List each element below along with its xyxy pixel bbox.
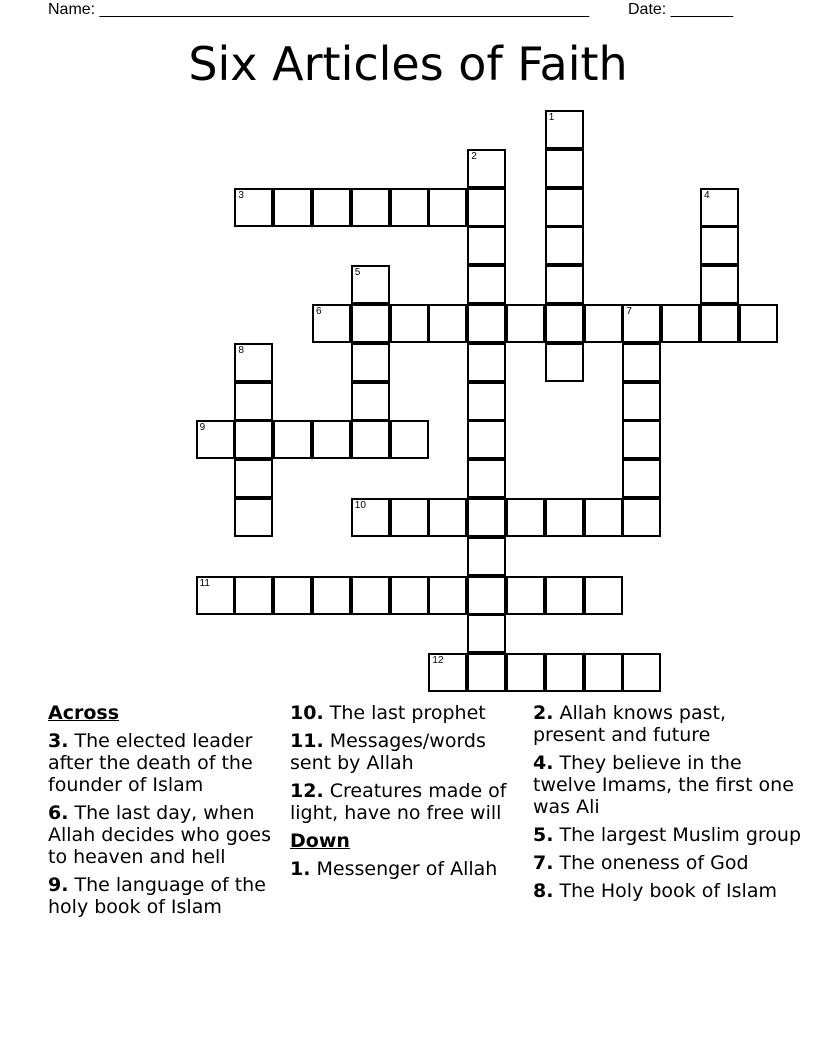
grid-cell[interactable]: [273, 188, 312, 227]
clue-number: 11: [199, 577, 210, 589]
clue-number: 7: [626, 306, 632, 317]
clue-number: 10: [354, 500, 366, 511]
clues-column-1: [48, 702, 284, 924]
grid-cell[interactable]: [545, 304, 584, 343]
grid-cell[interactable]: [428, 576, 467, 615]
clue-across-10: 10. The last prophet: [290, 702, 486, 724]
grid-cell[interactable]: [622, 653, 661, 692]
grid-cell[interactable]: [196, 576, 235, 615]
clues-column-2: [290, 702, 526, 886]
grid-cell[interactable]: [622, 498, 661, 537]
grid-cell[interactable]: [390, 304, 429, 343]
grid-cell[interactable]: [584, 498, 623, 537]
grid-cell[interactable]: [234, 459, 273, 498]
grid-cell[interactable]: [545, 265, 584, 304]
grid-cell[interactable]: [312, 420, 351, 459]
grid-cell[interactable]: [622, 459, 661, 498]
clue-down-5: 5. The largest Muslim group: [533, 824, 802, 846]
grid-cell[interactable]: [234, 498, 273, 537]
grid-cell[interactable]: [506, 653, 545, 692]
grid-cell[interactable]: [545, 149, 584, 188]
grid-cell[interactable]: [700, 188, 739, 227]
grid-cell[interactable]: [467, 265, 506, 304]
grid-cell[interactable]: [467, 459, 506, 498]
grid-cell[interactable]: [234, 420, 273, 459]
grid-cell[interactable]: [622, 304, 661, 343]
grid-cell[interactable]: [467, 537, 506, 576]
grid-cell[interactable]: [545, 576, 584, 615]
across-heading: Across: [48, 702, 120, 724]
grid-cell[interactable]: [312, 188, 351, 227]
clue-number: 5: [354, 267, 361, 279]
clue-down-7: 7. The oneness of God: [533, 852, 749, 874]
grid-cell[interactable]: [467, 343, 506, 382]
grid-cell[interactable]: [273, 576, 312, 615]
clue-down-2: 2. Allah knows past, present and future: [533, 702, 727, 746]
grid-cell[interactable]: [467, 614, 506, 653]
grid-cell[interactable]: [467, 188, 506, 227]
grid-cell[interactable]: [428, 653, 467, 692]
grid-cell[interactable]: [196, 420, 235, 459]
grid-cell[interactable]: [351, 576, 390, 615]
clue-number: 9: [199, 422, 206, 434]
grid-cell[interactable]: [312, 576, 351, 615]
grid-cell[interactable]: [351, 382, 390, 421]
grid-cell[interactable]: [661, 304, 700, 343]
grid-cell[interactable]: [390, 420, 429, 459]
grid-cell[interactable]: [428, 304, 467, 343]
clues-column-3: [533, 702, 803, 908]
grid-cell[interactable]: [234, 188, 273, 227]
grid-cell[interactable]: [467, 382, 506, 421]
grid-cell[interactable]: [584, 653, 623, 692]
grid-cell[interactable]: [506, 576, 545, 615]
grid-cell[interactable]: [234, 576, 273, 615]
grid-cell[interactable]: [467, 226, 506, 265]
grid-cell[interactable]: [545, 343, 584, 382]
grid-cell[interactable]: [700, 304, 739, 343]
grid-cell[interactable]: [351, 265, 390, 304]
grid-cell[interactable]: [351, 343, 390, 382]
name-field-label: Name: _______________________________________________________: [48, 1, 589, 18]
grid-cell[interactable]: [700, 265, 739, 304]
grid-cell[interactable]: [739, 304, 778, 343]
down-heading: Down: [290, 830, 350, 852]
page-title: Six Articles of Faith: [188, 37, 628, 91]
grid-cell[interactable]: [467, 420, 506, 459]
grid-cell[interactable]: [545, 653, 584, 692]
grid-cell[interactable]: [234, 343, 273, 382]
grid-cell[interactable]: [467, 498, 506, 537]
grid-cell[interactable]: [234, 382, 273, 421]
grid-cell[interactable]: [622, 420, 661, 459]
date-field-label: Date: _______: [628, 1, 733, 18]
grid-cell[interactable]: [467, 653, 506, 692]
grid-cell[interactable]: [390, 576, 429, 615]
clue-number: 4: [704, 189, 710, 201]
clue-number: 3: [238, 189, 244, 201]
clue-number: 12: [432, 655, 444, 667]
grid-cell[interactable]: [506, 304, 545, 343]
grid-cell[interactable]: [312, 304, 351, 343]
grid-cell[interactable]: [467, 304, 506, 343]
clue-down-4: 4. They believe in the twelve Imams, the first one was Ali: [533, 752, 794, 818]
clue-down-1: 1. Messenger of Allah: [290, 858, 498, 880]
grid-cell[interactable]: [700, 226, 739, 265]
grid-cell[interactable]: [545, 226, 584, 265]
grid-cell[interactable]: [622, 343, 661, 382]
grid-cell[interactable]: [351, 304, 390, 343]
grid-cell[interactable]: [273, 420, 312, 459]
grid-cell[interactable]: [584, 304, 623, 343]
grid-cell[interactable]: [584, 576, 623, 615]
clue-down-8: 8. The Holy book of Islam: [533, 880, 777, 902]
clue-across-3: 3. The elected leader after the death of the founder of Islam: [48, 730, 253, 796]
grid-cell[interactable]: [622, 382, 661, 421]
grid-cell[interactable]: [467, 149, 506, 188]
grid-cell[interactable]: [390, 188, 429, 227]
grid-cell[interactable]: [428, 188, 467, 227]
grid-cell[interactable]: [351, 498, 390, 537]
clue-across-11: 11. Messages/words sent by Allah: [290, 730, 486, 774]
grid-cell[interactable]: [390, 498, 429, 537]
clue-number: 8: [238, 344, 244, 356]
grid-cell[interactable]: [545, 110, 584, 149]
clue-number: 2: [471, 150, 477, 162]
grid-cell[interactable]: [351, 420, 390, 459]
grid-cell[interactable]: [506, 498, 545, 537]
grid-cell[interactable]: [467, 576, 506, 615]
grid-cell[interactable]: [351, 188, 390, 227]
clue-number: 6: [316, 306, 322, 317]
clue-number: 1: [548, 112, 555, 123]
grid-cell[interactable]: [545, 498, 584, 537]
grid-cell[interactable]: [428, 498, 467, 537]
clue-across-12: 12. Creatures made of light, have no free will: [290, 780, 507, 824]
grid-cell[interactable]: [545, 188, 584, 227]
clue-across-9: 9. The language of the holy book of Islam: [48, 874, 266, 918]
clue-across-6: 6. The last day, when Allah decides who goes to heaven and hell: [48, 802, 271, 868]
